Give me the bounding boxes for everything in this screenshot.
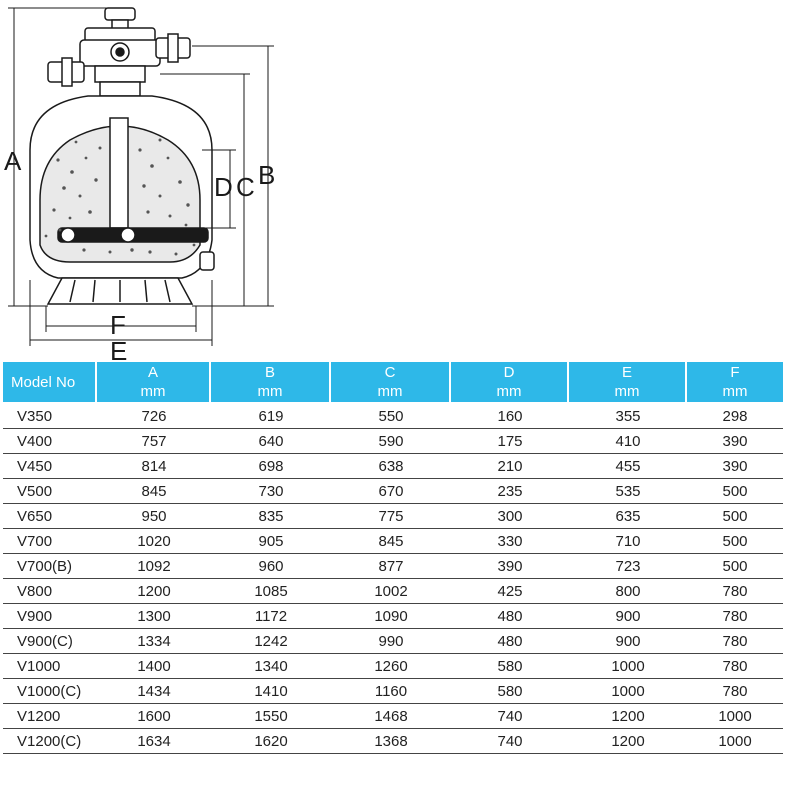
- dimension-cell: 835: [211, 504, 331, 529]
- dimension-cell: 845: [331, 529, 451, 554]
- table-row: [3, 679, 783, 704]
- table-row: [3, 504, 783, 529]
- dimension-cell: 1092: [97, 554, 211, 579]
- dimension-cell: 1400: [97, 654, 211, 679]
- dimension-cell: 355: [569, 402, 687, 429]
- model-cell: V700(B): [3, 554, 97, 579]
- table-row: [3, 654, 783, 679]
- dimension-cell: 1550: [211, 704, 331, 729]
- table-row: [3, 604, 783, 629]
- dimension-cell: 775: [331, 504, 451, 529]
- dimension-cell: 1020: [97, 529, 211, 554]
- table-row: [3, 454, 783, 479]
- table-row: [3, 729, 783, 754]
- dimension-cell: 390: [687, 429, 783, 454]
- model-cell: V1000(C): [3, 679, 97, 704]
- column-header-model-no: Model No: [3, 362, 97, 402]
- dimension-cell: 905: [211, 529, 331, 554]
- model-cell: V450: [3, 454, 97, 479]
- dimension-cell: 780: [687, 654, 783, 679]
- dimension-cell: 210: [451, 454, 569, 479]
- dimension-cell: 814: [97, 454, 211, 479]
- dimension-cell: 740: [451, 729, 569, 754]
- dimension-cell: 670: [331, 479, 451, 504]
- dimension-cell: 740: [451, 704, 569, 729]
- dimension-cell: 845: [97, 479, 211, 504]
- central-pipe: [110, 118, 128, 228]
- model-cell: V350: [3, 402, 97, 429]
- dimension-cell: 780: [687, 679, 783, 704]
- dimension-cell: 640: [211, 429, 331, 454]
- column-header-b: B mm: [211, 362, 331, 402]
- dimension-cell: 455: [569, 454, 687, 479]
- drain-plug: [200, 252, 214, 270]
- table-body: [3, 402, 783, 754]
- dimension-cell: 800: [569, 579, 687, 604]
- column-header-d: D mm: [451, 362, 569, 402]
- dimension-cell: 1000: [569, 679, 687, 704]
- dimension-cell: 330: [451, 529, 569, 554]
- dimension-cell: 1200: [569, 729, 687, 754]
- dimension-cell: 298: [687, 402, 783, 429]
- model-cell: V650: [3, 504, 97, 529]
- dimension-cell: 1368: [331, 729, 451, 754]
- dimension-cell: 390: [687, 454, 783, 479]
- dimension-cell: 500: [687, 554, 783, 579]
- dimension-cell: 590: [331, 429, 451, 454]
- dimension-cell: 900: [569, 604, 687, 629]
- dimension-cell: 757: [97, 429, 211, 454]
- model-cell: V800: [3, 579, 97, 604]
- column-header-f: F mm: [687, 362, 783, 402]
- model-cell: V700: [3, 529, 97, 554]
- dimension-cell: 410: [569, 429, 687, 454]
- column-header-a: A mm: [97, 362, 211, 402]
- dimension-cell: 300: [451, 504, 569, 529]
- model-cell: V1200: [3, 704, 97, 729]
- dimension-cell: 1620: [211, 729, 331, 754]
- dimension-cell: 1334: [97, 629, 211, 654]
- dimension-cell: 638: [331, 454, 451, 479]
- dimension-cell: 960: [211, 554, 331, 579]
- sand-filter-diagram: [0, 0, 800, 360]
- table-row: [3, 704, 783, 729]
- dimension-cell: 950: [97, 504, 211, 529]
- dimension-cell: 780: [687, 604, 783, 629]
- dimension-cell: 1468: [331, 704, 451, 729]
- dimension-cell: 1160: [331, 679, 451, 704]
- dimension-cell: 900: [569, 629, 687, 654]
- dimension-cell: 480: [451, 629, 569, 654]
- table-header-row: [3, 362, 783, 402]
- model-cell: V1000: [3, 654, 97, 679]
- dimension-cell: 1340: [211, 654, 331, 679]
- dimension-cell: 1260: [331, 654, 451, 679]
- table-row: [3, 479, 783, 504]
- dimension-label-d: D: [214, 172, 233, 202]
- dimension-cell: 500: [687, 479, 783, 504]
- table-row: [3, 554, 783, 579]
- dimension-cell: 1242: [211, 629, 331, 654]
- dimension-label-e: E: [110, 336, 128, 360]
- model-cell: V400: [3, 429, 97, 454]
- table-row: [3, 529, 783, 554]
- table-row: [3, 429, 783, 454]
- dimension-cell: 635: [569, 504, 687, 529]
- model-cell: V1200(C): [3, 729, 97, 754]
- dimension-cell: 730: [211, 479, 331, 504]
- dimension-label-a: A: [4, 146, 22, 176]
- dimension-label-c: C: [236, 172, 255, 202]
- dimension-cell: 619: [211, 402, 331, 429]
- table-row: [3, 402, 783, 429]
- dimension-cell: 1000: [569, 654, 687, 679]
- dimension-cell: 780: [687, 629, 783, 654]
- dimension-cell: 160: [451, 402, 569, 429]
- table-row: [3, 629, 783, 654]
- dimension-cell: 726: [97, 402, 211, 429]
- dimension-cell: 1634: [97, 729, 211, 754]
- dimension-cell: 235: [451, 479, 569, 504]
- dimension-cell: 500: [687, 504, 783, 529]
- dimension-cell: 480: [451, 604, 569, 629]
- column-header-e: E mm: [569, 362, 687, 402]
- dimension-cell: 1300: [97, 604, 211, 629]
- dimension-cell: 175: [451, 429, 569, 454]
- model-cell: V900: [3, 604, 97, 629]
- dimension-cell: 1200: [569, 704, 687, 729]
- dimension-label-f: F: [110, 310, 126, 340]
- dimension-cell: 1000: [687, 729, 783, 754]
- dimension-cell: 698: [211, 454, 331, 479]
- dimension-cell: 1172: [211, 604, 331, 629]
- dimension-cell: 535: [569, 479, 687, 504]
- dimension-cell: 990: [331, 629, 451, 654]
- dimension-cell: 390: [451, 554, 569, 579]
- dimension-cell: 723: [569, 554, 687, 579]
- dimension-cell: 710: [569, 529, 687, 554]
- model-dimensions-table: [3, 362, 783, 754]
- multiport-valve: [48, 8, 190, 96]
- dimension-cell: 1000: [687, 704, 783, 729]
- column-header-c: C mm: [331, 362, 451, 402]
- dimension-cell: 780: [687, 579, 783, 604]
- dimension-cell: 1085: [211, 579, 331, 604]
- dimension-cell: 1434: [97, 679, 211, 704]
- dimension-cell: 1200: [97, 579, 211, 604]
- model-cell: V900(C): [3, 629, 97, 654]
- model-cell: V500: [3, 479, 97, 504]
- dimension-cell: 1090: [331, 604, 451, 629]
- dimension-cell: 1002: [331, 579, 451, 604]
- dimension-cell: 1600: [97, 704, 211, 729]
- dimension-cell: 580: [451, 679, 569, 704]
- dimension-cell: 550: [331, 402, 451, 429]
- dimension-cell: 1410: [211, 679, 331, 704]
- dimension-cell: 580: [451, 654, 569, 679]
- dimension-cell: 877: [331, 554, 451, 579]
- dimension-cell: 425: [451, 579, 569, 604]
- dimension-label-b: B: [258, 160, 276, 190]
- table-row: [3, 579, 783, 604]
- dimension-cell: 500: [687, 529, 783, 554]
